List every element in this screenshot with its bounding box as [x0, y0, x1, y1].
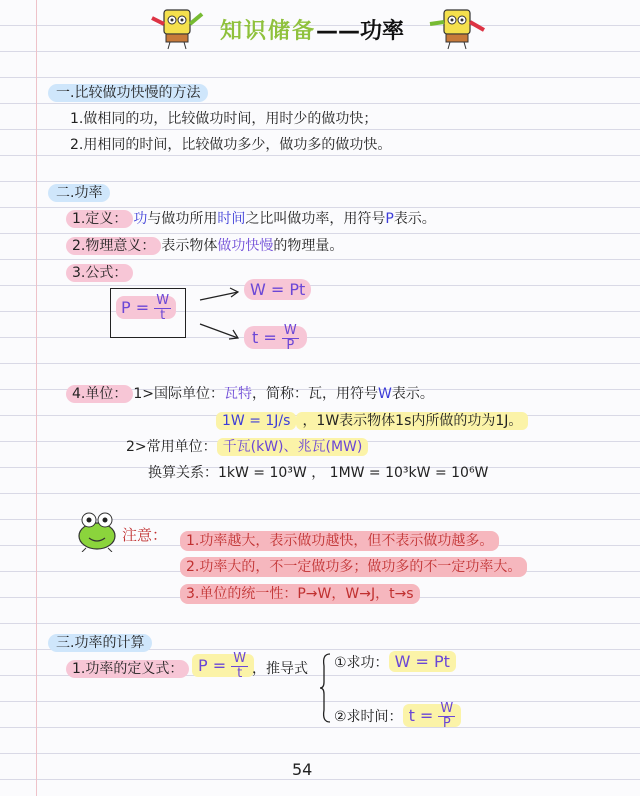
physical-meaning-a: 表示物体 [161, 238, 218, 254]
definition-text-f: 表示。 [393, 211, 436, 227]
margin-line [36, 0, 37, 796]
note-label: 注意： [122, 526, 168, 544]
note-item-3-label: 3.单位的统一性： [186, 586, 298, 602]
mascot-right-icon [428, 4, 486, 54]
common-units-line [126, 436, 368, 456]
frog-icon [74, 510, 120, 552]
unit-conversion-text: ，1W表示物体1s内所做的功为1J。 [296, 412, 528, 430]
note-item-2: 2.功率大的，不一定做功多；做功多的不一定功率大。 [180, 557, 527, 577]
physical-meaning-line [66, 235, 343, 255]
definition-label: 1.定义： [66, 210, 133, 228]
note-item-1: 1.功率越大，表示做功越快，但不表示做功越多。 [180, 531, 499, 551]
physical-meaning-b: 做功快慢 [217, 238, 274, 254]
formula-main [116, 294, 176, 323]
unit-watt: 瓦特 [224, 386, 252, 402]
definition-time: 时间 [217, 211, 246, 227]
brace-icon [318, 652, 334, 724]
derived-time-num: W [283, 323, 297, 338]
definition-symbol: P [385, 211, 394, 227]
definition-formula-num: W [233, 651, 247, 666]
header-dash: —— [316, 19, 361, 44]
derived-time-left: t = [252, 328, 277, 347]
definition-line [66, 208, 436, 228]
physical-meaning-label: 2.物理意义： [66, 237, 161, 255]
mascot-left-icon [150, 4, 204, 54]
page-header [220, 14, 404, 45]
unit-text-c: ，简称：瓦，用符号 [252, 386, 378, 402]
derive-row-1-label: ①求功： [334, 655, 389, 671]
unit-text-e: 表示。 [391, 386, 434, 402]
note-item-3 [180, 583, 420, 603]
unit-symbol: W [378, 386, 392, 402]
derive-row-2-left: t = [408, 706, 434, 725]
header-title-sub: 功率 [360, 19, 405, 44]
definition-text-d: 之比叫做功率，用符号 [245, 211, 386, 227]
conversion-text: 1kW = 10³W ， 1MW = 10³kW = 10⁶W [218, 465, 489, 481]
page-number: 54 [292, 760, 313, 779]
section1-line2: 2.用相同的时间，比较做功多少，做功多的做功快。 [70, 137, 392, 153]
derive-row-1-formula: W = Pt [389, 651, 456, 672]
arrow-lower-icon [198, 320, 242, 344]
common-units-label: 2>常用单位： [126, 439, 217, 455]
derived-formula-time [244, 324, 307, 353]
definition-formula-label: 1.功率的定义式： [66, 660, 189, 678]
unit-conversion-line [216, 410, 528, 430]
definition-text-b: 与做功所用 [147, 211, 218, 227]
section3-heading: 三.功率的计算 [48, 634, 152, 652]
formula-den: t [160, 308, 166, 323]
definition-formula [192, 652, 254, 681]
definition-formula-p: P = [198, 656, 227, 675]
section1-heading: 一.比较做功快慢的方法 [48, 84, 208, 102]
physical-meaning-c: 的物理量。 [273, 238, 344, 254]
section2-heading: 二.功率 [48, 184, 110, 202]
derive-label: ，推导式 [252, 661, 308, 677]
unit-label: 4.单位： [66, 385, 133, 403]
header-title-main: 知识储备 [220, 19, 317, 44]
derived-formula-work: W = Pt [244, 279, 311, 300]
formula-num: W [156, 293, 170, 308]
conversion-line [148, 462, 488, 482]
conversion-label: 换算关系： [148, 465, 218, 481]
formula-p: P = [121, 298, 150, 317]
definition-formula-den: t [237, 666, 243, 681]
derive-row-2-label: ②求时间： [334, 709, 403, 725]
derived-time-den: P [286, 338, 295, 353]
note-item-3-text: P→W，W→J，t→s [297, 586, 414, 602]
arrow-upper-icon [198, 284, 242, 304]
definition-work: 功 [133, 211, 148, 227]
common-units: 千瓦(kW)、兆瓦(MW) [217, 438, 369, 456]
derive-row-1 [334, 652, 456, 672]
unit-text-a: 1>国际单位： [133, 386, 224, 402]
section1-line1: 1.做相同的功，比较做功时间，用时少的做功快； [70, 111, 378, 127]
derive-row-2-den: P [442, 716, 451, 731]
derive-row-2-num: W [440, 701, 454, 716]
formula-label: 3.公式： [66, 264, 133, 282]
unit-line [66, 383, 434, 403]
unit-conversion: 1W = 1J/s [216, 412, 296, 430]
derive-row-2 [334, 702, 461, 731]
